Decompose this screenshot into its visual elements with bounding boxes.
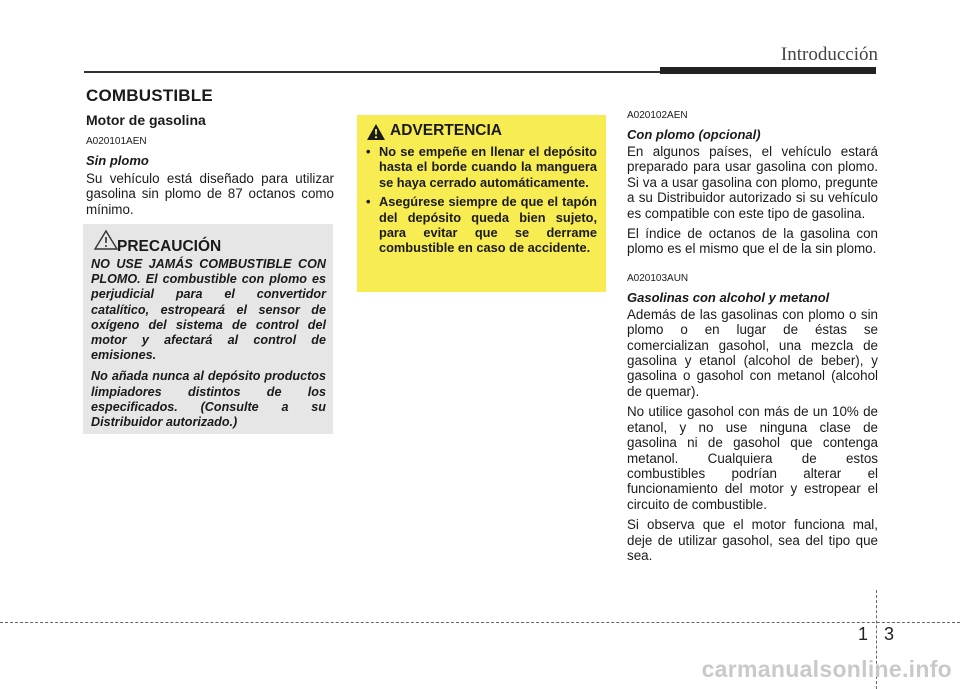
section-title: COMBUSTIBLE [86,86,213,105]
footer-divider [0,622,960,623]
page-number: 3 [884,624,895,644]
gasoline-engine-heading: Motor de gasolina [86,112,206,128]
chapter-title: Introducción [780,44,878,65]
unleaded-subheading: Sin plomo [86,153,149,168]
chapter-number: 1 [858,624,869,644]
left-column [86,112,334,217]
ethanol-limit-paragraph: No utilice gasohol con más de un 10% de etanol, y no use ninguna clase de gasolina ni de gasohol que contenga metanol. Cualquiera de estos combustibles podrían alterar el funcionamiento del motor y estropear el circuito de combustible. [627,404,878,512]
header-rule [84,71,660,73]
unleaded-paragraph: Su vehículo está diseñado para utilizar gasolina sin plomo de 87 octanos como mínimo. [86,171,334,217]
warning-list [365,144,597,260]
caution-paragraph: No añada nunca al depósito productos limpiadores distintos de los especificados. (Consulte a su Distribuidor autorizado.) [91,369,326,430]
octane-paragraph: El índice de octanos de la gasolina con plomo es el mismo que el de la sin plomo. [627,226,878,257]
reference-code: A020103AUN [627,272,689,284]
header-rule-accent [660,67,876,74]
caution-triangle-icon [93,229,119,251]
warning-title: ADVERTENCIA [390,122,502,139]
warning-item: • Asegúrese siempre de que el tapón del depósito queda bien sujeto, para evitar que se derrame combustible en caso de accidente. [365,194,597,256]
alcohol-subheading: Gasolinas con alcohol y metanol [627,289,830,305]
malfunction-paragraph: Si observa que el motor funciona mal, deje de utilizar gasohol, sea del tipo que sea. [627,517,878,563]
leaded-paragraph: En algunos países, el vehículo estará preparado para usar gasolina con plomo. Si va a usar gasolina con plomo, pregunte a su Distribuidor autorizado si su vehículo es compatible con este tipo de gasolina. [627,144,878,221]
warning-item: • No se empeñe en llenar el depósito hasta el borde cuando la manguera se haya cerrado automáticamente. [365,144,597,190]
reference-code: A020101AEN [86,136,147,147]
warning-box [357,115,606,292]
gasohol-paragraph: Además de las gasolinas con plomo o sin plomo o en lugar de éstas se comercializan gasohol, una mezcla de gasolina y etanol (alcohol de beber), y gasolina o gasohol con metanol (alcohol de quemar). [627,306,878,399]
caution-paragraph: NO USE JAMÁS COMBUSTIBLE CON PLOMO. El combustible con plomo es perjudicial para el convertidor catalítico, estropeará el sensor de oxígeno del sistema de control del motor y afectará al control de emisiones. [91,257,326,363]
warning-triangle-icon [366,123,386,141]
caution-box [83,224,333,434]
caution-title: PRECAUCIÓN [117,238,222,255]
leaded-subheading: Con plomo (opcional) [627,127,761,142]
watermark: carmanualsonline.info [701,656,952,682]
reference-code: A020102AEN [627,110,688,121]
caution-body [91,257,326,436]
right-column [627,110,878,568]
